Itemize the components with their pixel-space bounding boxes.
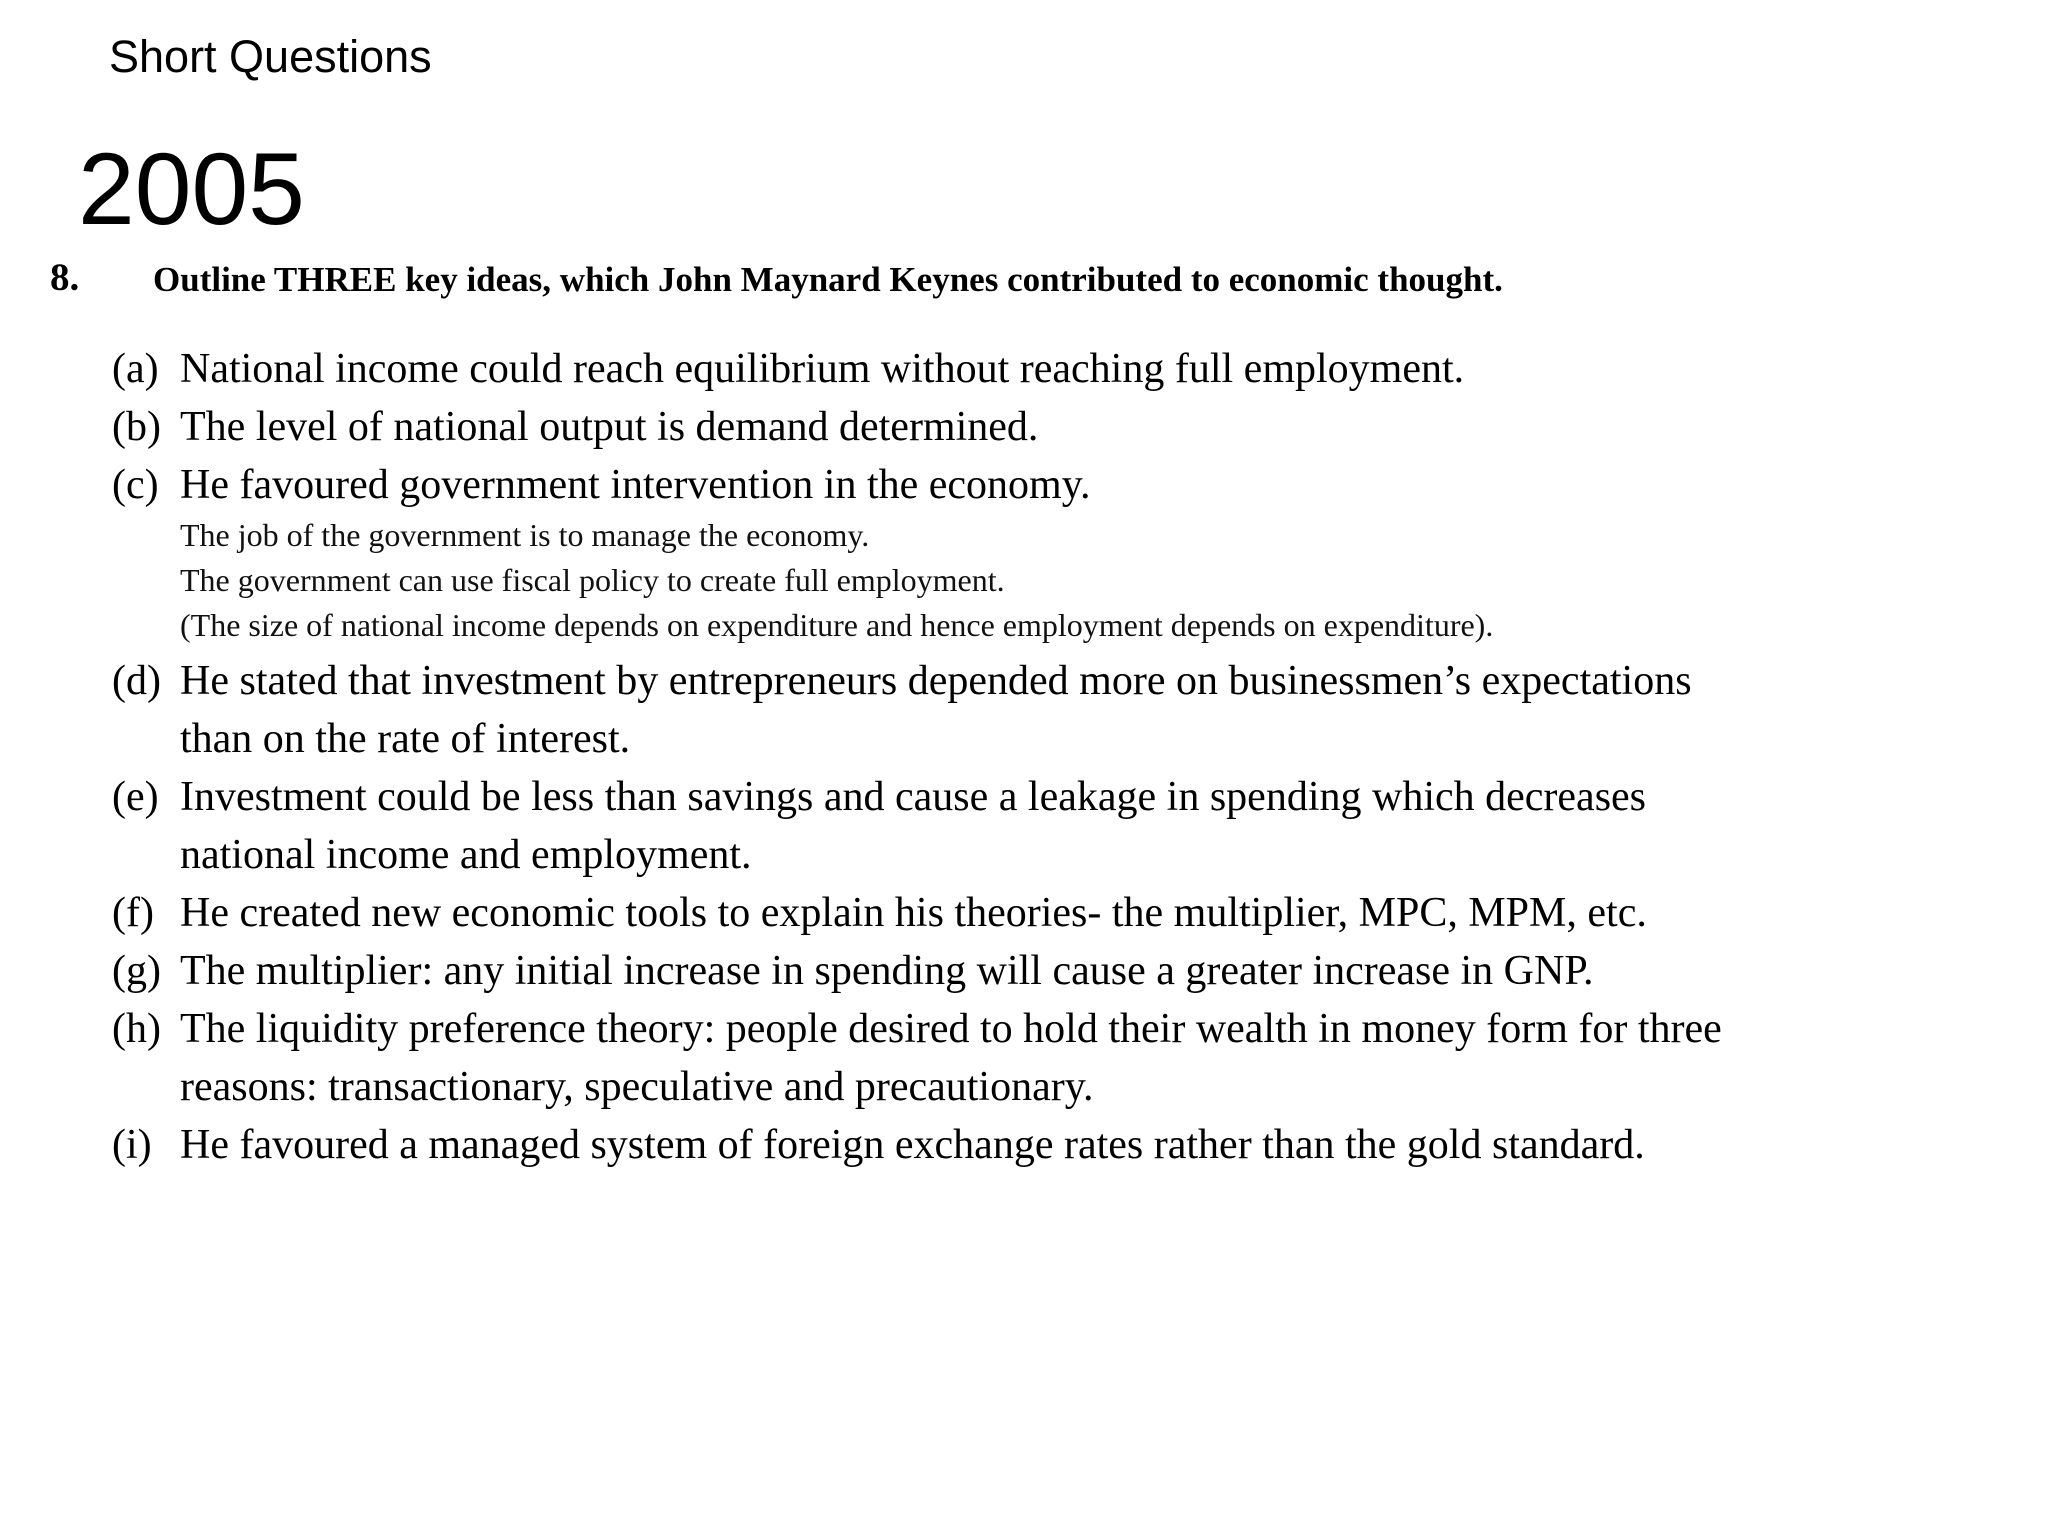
- answer-label: (h): [112, 1006, 161, 1052]
- answer-label: (f): [112, 890, 154, 936]
- answer-item-f: [112, 884, 2042, 942]
- answer-text: [180, 884, 2042, 942]
- slide-year: 2005: [78, 132, 305, 246]
- answer-text: [180, 456, 2042, 648]
- slide-header: Short Questions: [109, 31, 432, 82]
- answer-line: The liquidity preference theory: people desired to hold their wealth in money form for three: [180, 1006, 1722, 1052]
- answer-line: reasons: transactionary, speculative and precautionary.: [180, 1064, 1094, 1110]
- answer-item-e: [112, 768, 2042, 884]
- answer-text: [180, 768, 2042, 884]
- answer-line: He stated that investment by entrepreneurs depended more on businessmen’s expectations: [180, 658, 1692, 704]
- answer-note: (The size of national income depends on expenditure and hence employment depends on expenditure).: [180, 607, 1494, 643]
- answer-text: [180, 398, 2042, 456]
- answer-note: The government can use fiscal policy to create full employment.: [180, 562, 1005, 598]
- answer-item-c: [112, 456, 2042, 648]
- answer-list: [112, 340, 2042, 1174]
- answer-line: Investment could be less than savings and cause a leakage in spending which decreases: [180, 774, 1647, 820]
- answer-item-b: [112, 398, 2042, 456]
- answer-text: [180, 1116, 2042, 1174]
- answer-label: (i): [112, 1122, 152, 1168]
- answer-label: (b): [112, 404, 161, 450]
- answer-label: (c): [112, 462, 159, 508]
- answer-line: The level of national output is demand determined.: [180, 404, 1039, 450]
- answer-item-i: [112, 1116, 2042, 1174]
- answer-item-a: [112, 340, 2042, 398]
- answer-line: than on the rate of interest.: [180, 716, 631, 762]
- answer-text: [180, 1000, 2042, 1116]
- answer-item-g: [112, 942, 2042, 1000]
- question-number: 8.: [50, 256, 80, 299]
- answer-note: The job of the government is to manage the economy.: [180, 517, 870, 553]
- answer-label: (g): [112, 948, 161, 994]
- question-text: Outline THREE key ideas, which John Maynard Keynes contributed to economic thought.: [153, 260, 1503, 299]
- answer-line: He favoured government intervention in the economy.: [180, 462, 1091, 508]
- answer-line: National income could reach equilibrium without reaching full employment.: [180, 346, 1465, 392]
- answer-line: national income and employment.: [180, 832, 752, 878]
- answer-text: [180, 340, 2042, 398]
- answer-text: [180, 652, 2042, 768]
- answer-label: (e): [112, 774, 159, 820]
- answer-item-h: [112, 1000, 2042, 1116]
- question: [50, 253, 1990, 303]
- answer-line: The multiplier: any initial increase in spending will cause a greater increase in GNP.: [180, 948, 1594, 994]
- answer-line: He created new economic tools to explain his theories- the multiplier, MPC, MPM, etc.: [180, 890, 1647, 936]
- answer-notes: [180, 513, 2042, 648]
- answer-label: (a): [112, 346, 159, 392]
- answer-line: He favoured a managed system of foreign exchange rates rather than the gold standard.: [180, 1122, 1645, 1168]
- answer-text: [180, 942, 2042, 1000]
- answer-item-d: [112, 652, 2042, 768]
- answer-label: (d): [112, 658, 161, 704]
